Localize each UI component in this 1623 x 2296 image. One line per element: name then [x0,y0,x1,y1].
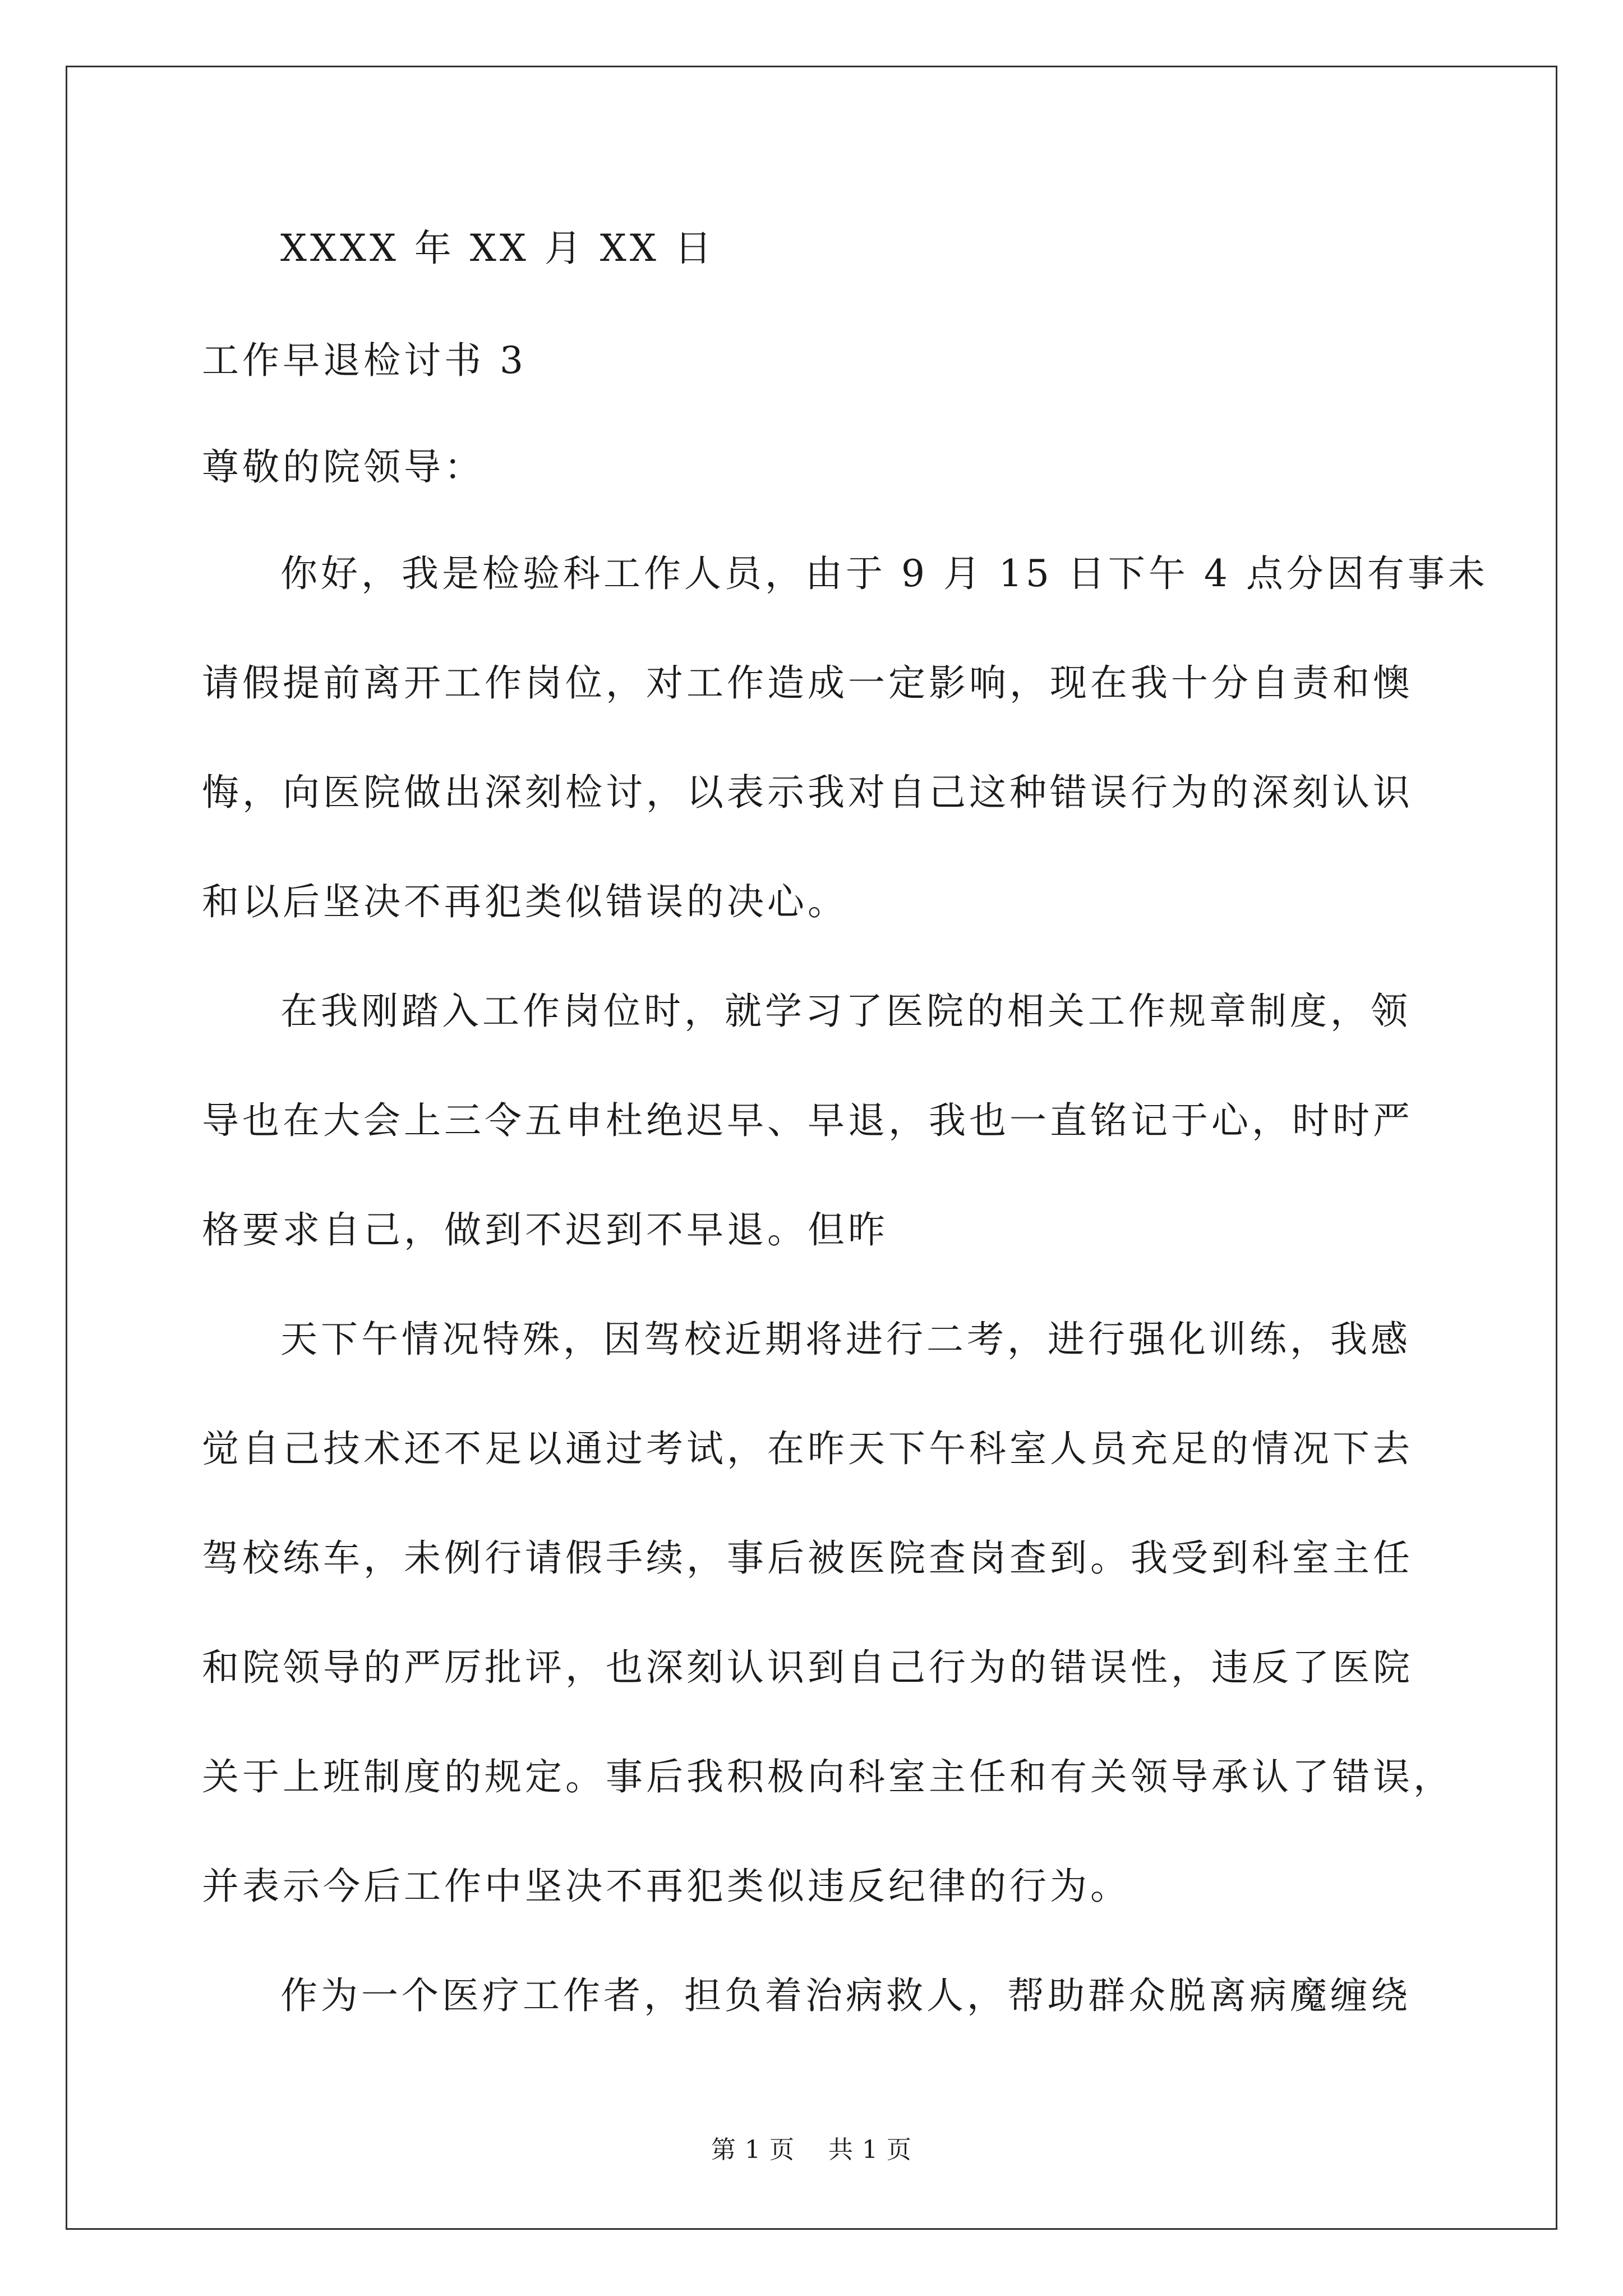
paragraph-line: 请假提前离开工作岗位，对工作造成一定影响，现在我十分自责和懊 [202,661,1413,705]
document-title: 工作早退检讨书 3 [202,339,527,382]
paragraph-line: 作为一个医疗工作者，担负着治病救人，帮助群众脱离病魔缠绕 [280,1974,1411,2017]
paragraph-line: 和以后坚决不再犯类似错误的决心。 [202,880,848,923]
paragraph-line: 天下午情况特殊，因驾校近期将进行二考，进行强化训练，我感 [280,1318,1411,1361]
salutation: 尊敬的院领导： [202,445,485,489]
paragraph-line: 格要求自己，做到不迟到不早退。但昨 [202,1208,888,1251]
paragraph-line: 导也在大会上三令五申杜绝迟早、早退，我也一直铭记于心，时时严 [202,1099,1413,1142]
page-number: 第 1 页 [711,2136,795,2164]
paragraph-line: 和院领导的严厉批评，也深刻认识到自己行为的错误性，违反了医院 [202,1646,1413,1689]
paragraph-line: 在我刚踏入工作岗位时，就学习了医院的相关工作规章制度，领 [280,990,1411,1033]
paragraph-line: 关于上班制度的规定。事后我积极向科室主任和有关领导承认了错误， [202,1755,1454,1798]
paragraph-line: 觉自己技术还不足以通过考试，在昨天下午科室人员充足的情况下去 [202,1427,1413,1470]
paragraph-line: 并表示今后工作中坚决不再犯类似违反纪律的行为。 [202,1865,1131,1908]
paragraph-line: 悔，向医院做出深刻检讨，以表示我对自己这种错误行为的深刻认识 [202,771,1413,814]
page-total: 共 1 页 [828,2136,912,2164]
paragraph-line: 你好，我是检验科工作人员，由于 9 月 15 日下午 4 点分因有事未 [280,552,1488,595]
paragraph-line: 驾校练车，未例行请假手续，事后被医院查岗查到。我受到科室主任 [202,1536,1413,1580]
date-line: XXXX 年 XX 月 XX 日 [280,227,715,270]
page-footer [0,2134,1623,2166]
